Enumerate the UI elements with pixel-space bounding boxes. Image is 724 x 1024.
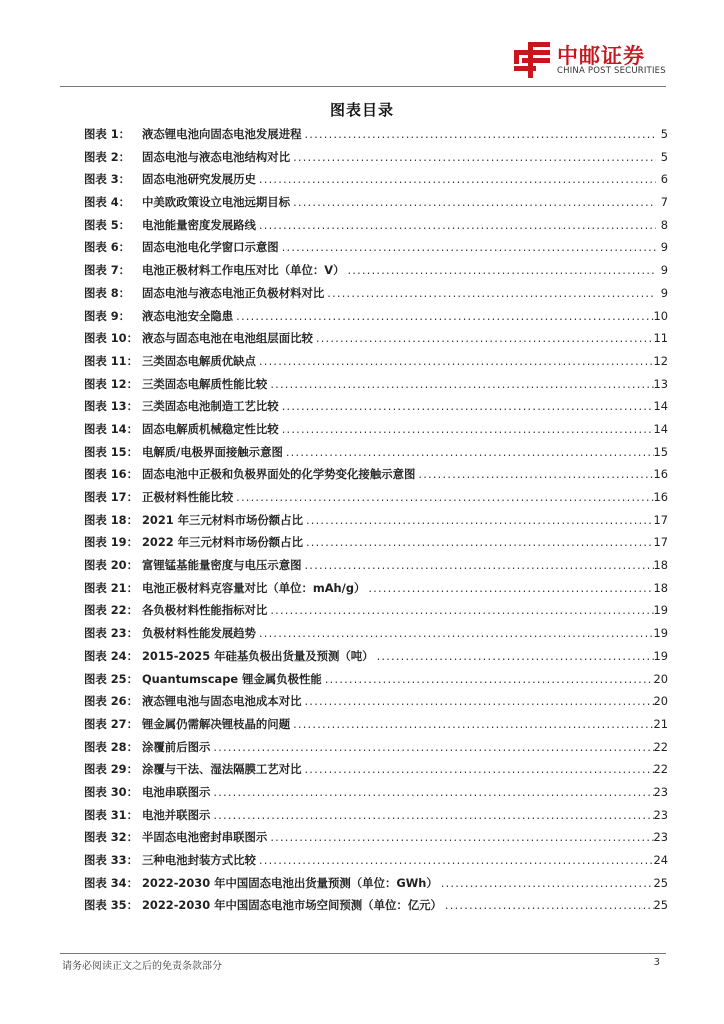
toc-entry-number: 图表 24： xyxy=(84,648,138,663)
toc-entry-leader xyxy=(324,286,656,300)
toc-entry-title: 中美欧政策设立电池远期目标 xyxy=(142,195,291,210)
toc-entry-page: 17 xyxy=(653,535,668,550)
toc-entry-title: 液态与固态电池在电池组层面比较 xyxy=(142,331,313,346)
toc-entry-leader xyxy=(279,399,654,413)
toc-entry-title: 电池正极材料工作电压对比（单位：V） xyxy=(142,263,345,278)
toc-entry-title: 电池串联图示 xyxy=(142,784,211,799)
toc-entry-title: 三种电池封装方式比较 xyxy=(142,853,256,867)
toc-entry[interactable] xyxy=(84,262,668,285)
toc-entry[interactable] xyxy=(84,330,668,353)
toc-entry[interactable] xyxy=(84,829,668,852)
toc-entry-leader xyxy=(210,785,653,799)
toc-entry-number: 图表 9： xyxy=(84,308,131,323)
toc-entry-leader xyxy=(290,150,656,164)
toc-entry[interactable] xyxy=(84,239,668,262)
toc-entry-page: 13 xyxy=(653,376,668,391)
toc-entry-leader xyxy=(210,808,653,822)
toc-entry-leader xyxy=(301,762,653,776)
toc-entry-number: 图表 16： xyxy=(84,467,138,482)
toc-entry-page: 14 xyxy=(653,421,668,436)
toc-entry[interactable] xyxy=(84,512,668,535)
toc-entry-number: 图表 8： xyxy=(84,285,131,300)
toc-entry[interactable] xyxy=(84,376,668,399)
toc-entry-number: 图表 30： xyxy=(84,784,138,799)
toc-entry-leader xyxy=(267,830,653,844)
toc-entry-leader xyxy=(283,445,654,459)
toc-entry-title: 固态电池与液态电池正负极材料对比 xyxy=(142,285,325,300)
toc-entry-leader xyxy=(256,172,656,186)
toc-entry-number: 图表 7： xyxy=(84,263,131,278)
toc-entry-number: 图表 12： xyxy=(84,376,138,391)
toc-entry-title: 固态电池中正极和负极界面处的化学势变化接触示意图 xyxy=(142,467,416,482)
toc-entry-title: 电池能量密度发展路线 xyxy=(142,217,256,232)
toc-entry-title: 液态锂电池向固态电池发展进程 xyxy=(142,127,302,141)
brand-name-en: CHINA POST SECURITIES xyxy=(557,66,666,76)
toc-entry-number: 图表 21： xyxy=(84,580,138,595)
toc-entry-page: 22 xyxy=(653,739,668,754)
toc-list xyxy=(84,126,668,920)
toc-entry-page: 7 xyxy=(660,195,668,210)
toc-entry-title: 固态电池电化学窗口示意图 xyxy=(142,240,279,255)
page-header xyxy=(0,0,724,88)
toc-entry-number: 图表 4： xyxy=(84,195,131,210)
toc-entry-title: 锂金属仍需解决锂枝晶的问题 xyxy=(142,716,291,731)
toc-title: 图表目录 xyxy=(329,101,394,119)
toc-entry-title: 2015-2025 年硅基负极出货量及预测（吨） xyxy=(142,648,374,663)
toc-entry-number: 图表 5： xyxy=(84,217,131,232)
toc-entry-leader xyxy=(415,467,653,481)
toc-entry-page: 5 xyxy=(660,127,668,141)
toc-entry[interactable] xyxy=(84,194,668,217)
toc-entry-number: 图表 25： xyxy=(84,671,138,686)
toc-entry[interactable] xyxy=(84,852,668,875)
toc-entry-leader xyxy=(256,626,654,640)
toc-entry-leader xyxy=(233,309,653,323)
toc-entry-page: 17 xyxy=(653,512,668,527)
toc-entry-title: 三类固态电池制造工艺比较 xyxy=(142,399,279,414)
brand-name-cn: 中邮证券 xyxy=(557,44,645,68)
footer-page-number: 3 xyxy=(653,957,660,968)
toc-entry-leader xyxy=(267,377,653,391)
toc-entry-leader xyxy=(438,876,654,890)
toc-entry-number: 图表 31： xyxy=(84,807,138,822)
toc-entry-page: 18 xyxy=(653,558,668,573)
toc-entry-leader xyxy=(210,740,653,754)
toc-entry-page: 16 xyxy=(653,490,668,504)
toc-entry-title: 三类固态电解质性能比较 xyxy=(142,376,268,391)
toc-entry-page: 8 xyxy=(660,217,668,232)
toc-entry-leader xyxy=(256,853,654,867)
toc-entry-page: 18 xyxy=(653,580,668,595)
footer-disclaimer: 请务必阅读正文之后的免责条款部分 xyxy=(62,961,222,972)
toc-entry[interactable] xyxy=(84,126,668,149)
toc-entry-leader xyxy=(290,717,653,731)
toc-entry-number: 图表 11： xyxy=(84,353,138,368)
toc-entry[interactable] xyxy=(84,557,668,580)
toc-entry-page: 16 xyxy=(653,467,668,482)
toc-entry-title: 2022-2030 年中国固态电池出货量预测（单位：GWh） xyxy=(142,875,438,890)
toc-entry-page: 19 xyxy=(653,648,668,663)
footer-divider xyxy=(60,953,666,954)
toc-entry-title: 涂覆前后图示 xyxy=(142,739,211,754)
toc-entry-leader xyxy=(233,490,653,504)
toc-entry-page: 25 xyxy=(653,875,668,890)
toc-entry[interactable] xyxy=(84,784,668,807)
toc-entry[interactable] xyxy=(84,217,668,240)
toc-entry-number: 图表 3： xyxy=(84,172,131,187)
toc-entry-leader xyxy=(301,127,656,141)
toc-entry-number: 图表 15： xyxy=(84,444,138,459)
toc-entry-number: 图表 2： xyxy=(84,149,131,164)
toc-entry-leader xyxy=(279,422,654,436)
toc-entry-leader xyxy=(256,354,654,368)
toc-entry[interactable] xyxy=(84,489,668,512)
toc-entry-title: 固态电解质机械稳定性比较 xyxy=(142,421,279,436)
toc-entry-page: 10 xyxy=(653,308,668,323)
toc-entry-number: 图表 22： xyxy=(84,603,138,618)
toc-entry-number: 图表 29： xyxy=(84,762,138,777)
toc-entry[interactable] xyxy=(84,625,668,648)
toc-entry[interactable] xyxy=(84,308,668,331)
toc-entry-leader xyxy=(322,672,654,686)
toc-entry-title: 三类固态电解质优缺点 xyxy=(142,353,256,368)
toc-entry[interactable] xyxy=(84,466,668,489)
toc-entry[interactable] xyxy=(84,149,668,172)
toc-entry-leader xyxy=(303,513,654,527)
toc-entry[interactable] xyxy=(84,353,668,376)
toc-entry-leader xyxy=(267,603,653,617)
header-divider xyxy=(60,86,666,87)
toc-entry-page: 25 xyxy=(653,898,668,913)
toc-entry[interactable] xyxy=(84,897,668,920)
toc-entry-title: 富锂锰基能量密度与电压示意图 xyxy=(142,558,302,573)
toc-entry-number: 图表 34： xyxy=(84,875,138,890)
toc-entry-page: 19 xyxy=(653,626,668,641)
toc-entry-page: 20 xyxy=(653,671,668,686)
toc-entry-number: 图表 23： xyxy=(84,626,138,641)
toc-entry-page: 20 xyxy=(653,694,668,709)
toc-entry-page: 23 xyxy=(653,830,668,845)
toc-entry-leader xyxy=(344,263,656,277)
toc-entry-title: 电池正极材料克容量对比（单位：mAh/g） xyxy=(142,580,366,595)
toc-entry-page: 14 xyxy=(653,399,668,414)
toc-entry-number: 图表 33： xyxy=(84,853,138,867)
toc-entry-page: 23 xyxy=(653,784,668,799)
toc-entry-title: 液态电池安全隐患 xyxy=(142,308,234,323)
toc-entry-number: 图表 1： xyxy=(84,127,131,141)
toc-entry-title: 2021 年三元材料市场份额占比 xyxy=(142,512,303,527)
toc-entry[interactable] xyxy=(84,444,668,467)
toc-entry-page: 6 xyxy=(660,172,668,187)
toc-entry-page: 23 xyxy=(653,807,668,822)
toc-entry-leader xyxy=(313,331,654,345)
toc-entry-page: 9 xyxy=(660,263,668,278)
toc-entry-leader xyxy=(279,240,656,254)
toc-entry-title: Quantumscape 锂金属负极性能 xyxy=(142,671,322,686)
toc-entry-leader xyxy=(365,581,653,595)
toc-entry-title: 2022 年三元材料市场份额占比 xyxy=(142,535,303,550)
toc-entry-number: 图表 19： xyxy=(84,535,138,550)
toc-entry-leader xyxy=(256,218,656,232)
china-post-logo-icon xyxy=(512,40,552,80)
toc-entry-number: 图表 26： xyxy=(84,694,138,709)
toc-entry[interactable] xyxy=(84,693,668,716)
toc-entry-title: 半固态电池密封串联图示 xyxy=(142,830,268,845)
toc-entry-leader xyxy=(290,195,656,209)
toc-entry-page: 21 xyxy=(653,716,668,731)
toc-entry[interactable] xyxy=(84,761,668,784)
toc-entry-title: 负极材料性能发展趋势 xyxy=(142,626,256,641)
toc-entry-page: 15 xyxy=(653,444,668,459)
toc-entry-page: 12 xyxy=(653,353,668,368)
toc-entry[interactable] xyxy=(84,534,668,557)
toc-entry-title: 正极材料性能比较 xyxy=(142,490,234,504)
toc-entry[interactable] xyxy=(84,285,668,308)
toc-entry[interactable] xyxy=(84,421,668,444)
toc-entry-title: 固态电池研究发展历史 xyxy=(142,172,256,187)
toc-entry[interactable] xyxy=(84,807,668,830)
toc-entry-number: 图表 17： xyxy=(84,490,138,504)
toc-entry-number: 图表 13： xyxy=(84,399,138,414)
toc-entry[interactable] xyxy=(84,602,668,625)
toc-entry-page: 9 xyxy=(660,285,668,300)
toc-entry-page: 9 xyxy=(660,240,668,255)
toc-entry-title: 2022-2030 年中国固态电池市场空间预测（单位：亿元） xyxy=(142,898,442,913)
toc-entry[interactable] xyxy=(84,580,668,603)
toc-entry-title: 电解质/电极界面接触示意图 xyxy=(142,444,283,459)
toc-entry-number: 图表 27： xyxy=(84,716,138,731)
toc-entry-leader xyxy=(374,649,654,663)
toc-entry-number: 图表 28： xyxy=(84,739,138,754)
toc-entry-leader xyxy=(303,535,654,549)
toc-entry-title: 液态锂电池与固态电池成本对比 xyxy=(142,694,302,709)
toc-entry-leader xyxy=(301,558,653,572)
toc-entry-number: 图表 6： xyxy=(84,240,131,255)
toc-entry-title: 电池并联图示 xyxy=(142,807,211,822)
toc-entry[interactable] xyxy=(84,671,668,694)
toc-entry[interactable] xyxy=(84,171,668,194)
toc-entry-number: 图表 35： xyxy=(84,898,138,913)
toc-entry-number: 图表 20： xyxy=(84,558,138,573)
toc-entry-title: 涂覆与干法、湿法隔膜工艺对比 xyxy=(142,762,302,777)
toc-entry-page: 19 xyxy=(653,603,668,618)
toc-entry[interactable] xyxy=(84,648,668,671)
toc-entry-title: 各负极材料性能指标对比 xyxy=(142,603,268,618)
toc-entry-number: 图表 10： xyxy=(84,331,138,346)
toc-entry-page: 24 xyxy=(653,853,668,867)
toc-entry[interactable] xyxy=(84,716,668,739)
toc-entry-page: 11 xyxy=(653,331,668,346)
toc-entry-page: 5 xyxy=(660,149,668,164)
toc-entry-title: 固态电池与液态电池结构对比 xyxy=(142,149,291,164)
toc-entry-number: 图表 14： xyxy=(84,421,138,436)
toc-entry[interactable] xyxy=(84,398,668,421)
toc-entry[interactable] xyxy=(84,875,668,898)
toc-entry[interactable] xyxy=(84,739,668,762)
toc-entry-page: 22 xyxy=(653,762,668,777)
toc-entry-number: 图表 32： xyxy=(84,830,138,845)
toc-entry-leader xyxy=(301,694,653,708)
toc-entry-number: 图表 18： xyxy=(84,512,138,527)
toc-entry-leader xyxy=(442,898,654,912)
